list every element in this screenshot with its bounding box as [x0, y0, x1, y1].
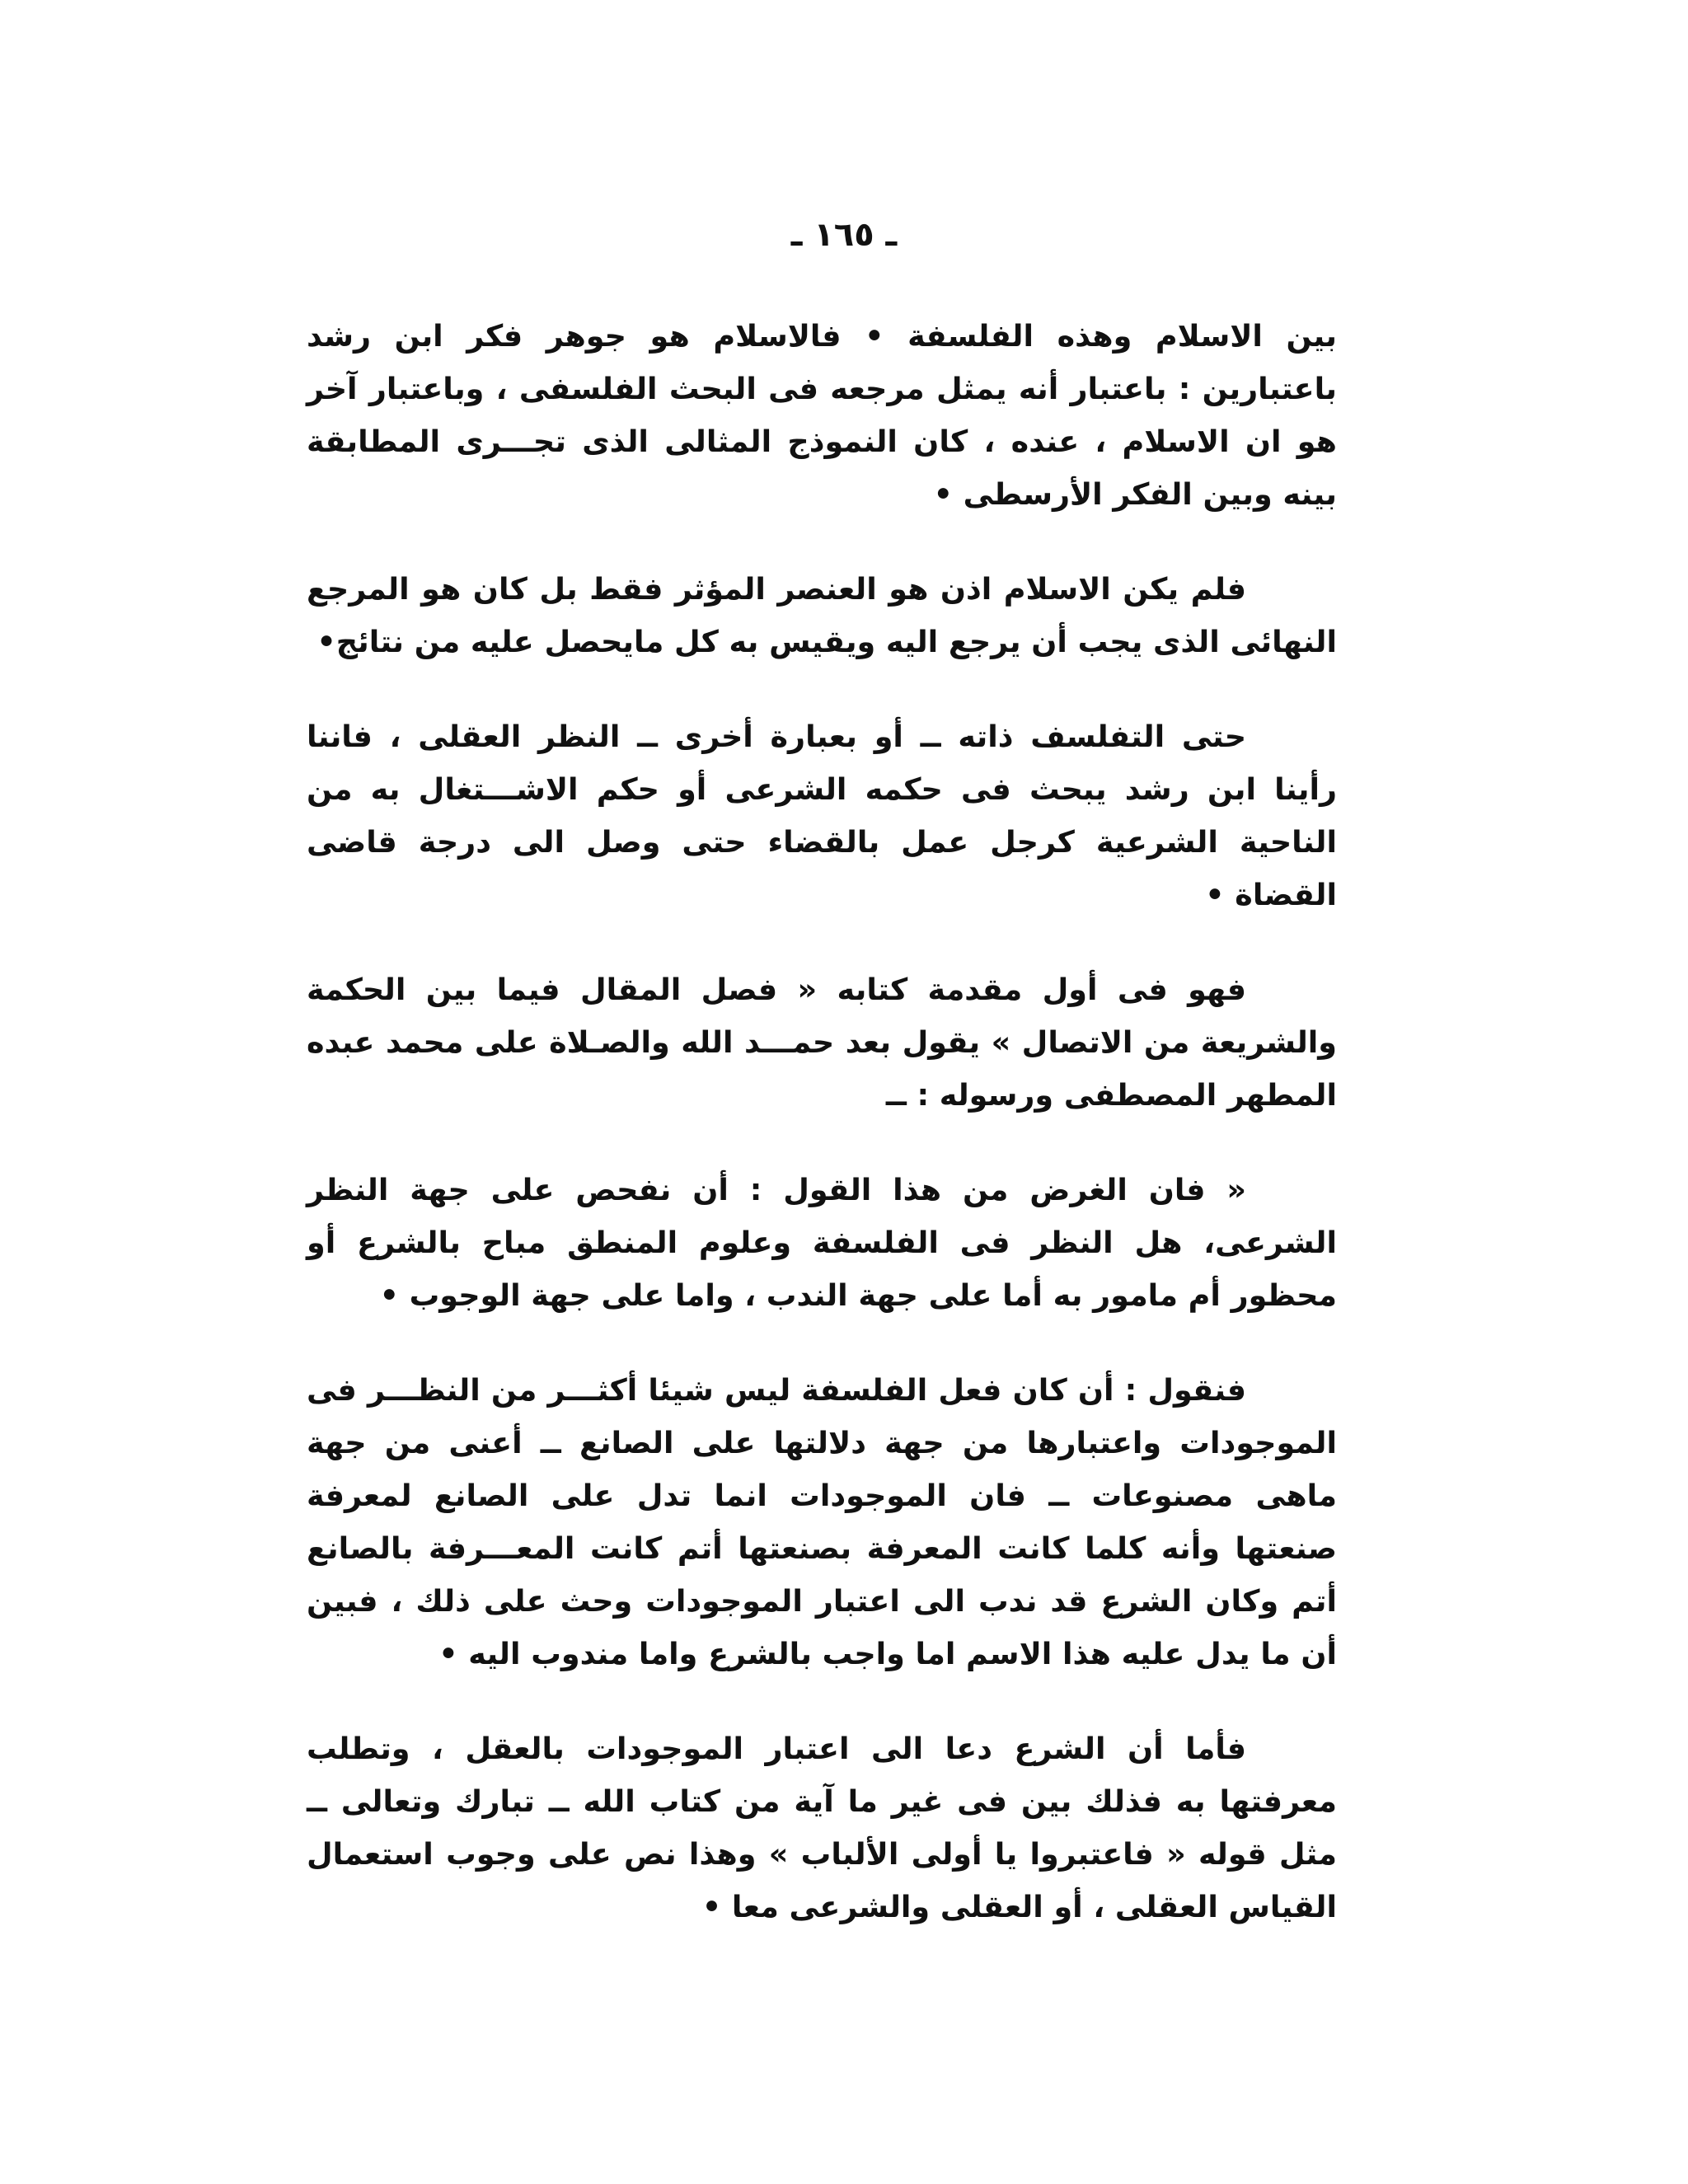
paragraph-4: فهو فى أول مقدمة كتابه « فصل المقال فيما بين الحكمة والشريعة من الاتصال » يقول بعد حمـــد الله والصـلاة على محمد عبده المطهر المصطفى ورسوله : ــ — [307, 972, 1337, 1113]
body-text — [307, 310, 1337, 1933]
paragraph-7: فأما أن الشرع دعا الى اعتبار الموجودات بالعقل ، وتطلب معرفتها به فذلك بين فى غير ما آية من كتاب الله ــ تبارك وتعالى ــ مثل قوله « فاعتبروا يا أولى الألباب » وهذا نص على وجوب استعمال القياس العقلى ، أو العقلى والشرعى معا • — [307, 1731, 1337, 1924]
paragraph-6: فنقول : أن كان فعل الفلسفة ليس شيئا أكثـــر من النظـــر فى الموجودات واعتبارها من جهة دلالتها على الصانع ــ أعنى من جهة ماهى مصنوعات ــ فان الموجودات انما تدل على الصانع لمعرفة صنعتها وأنه كلما كانت المعرفة بصنعتها أتم كانت المعـــرفة بالصانع أتم وكان الشرع قد ندب الى اعتبار الموجودات وحث على ذلك ، فبين أن ما يدل عليه هذا الاسم اما واجب بالشرع واما مندوب اليه • — [307, 1372, 1337, 1671]
paragraph-2: فلم يكن الاسلام اذن هو العنصر المؤثر فقط بل كان هو المرجع النهائى الذى يجب أن يرجع اليه ويقيس به كل مايحصل عليه من نتائج• — [307, 571, 1337, 659]
paragraph-3: حتى التفلسف ذاته ــ أو بعبارة أخرى ــ النظر العقلى ، فاننا رأينا ابن رشد يبحث فى حكمه الشرعى أو حكم الاشـــتغال به من الناحية الشرعية كرجل عمل بالقضاء حتى وصل الى درجة قاضى القضاة • — [307, 719, 1337, 912]
paragraph-1: بين الاسلام وهذه الفلسفة • فالاسلام هو جوهر فكر ابن رشد باعتبارين : باعتبار أنه يمثل مرجعه فى البحث الفلسفى ، وباعتبار آخر هو ان الاسلام ، عنده ، كان النموذج المثالى الذى تجـــرى المطابقة بينه وبين الفكر الأرسطى • — [307, 318, 1337, 512]
page-number: ـ ١٦٥ ـ — [790, 216, 898, 254]
quote-paragraph: « فان الغرض من هذا القول : أن نفحص على جهة النظر الشرعى، هل النظر فى الفلسفة وعلوم المنطق مباح بالشرع أو محظور أم مامور به أما على جهة الندب ، واما على جهة الوجوب • — [307, 1172, 1337, 1313]
